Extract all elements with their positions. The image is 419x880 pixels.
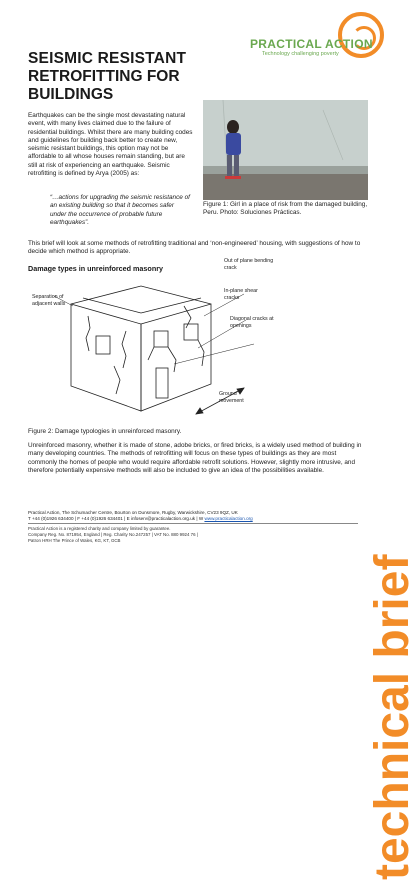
footer-phone-email: T +44 (0)1926 634400 | F +44 (0)1926 634401 | E infoserv@practicalaction.org.uk | W bbox=[28, 516, 204, 521]
brand-name: PRACTICAL ACTION bbox=[250, 37, 373, 51]
section-heading: Damage types in unreinforced masonry bbox=[28, 264, 164, 273]
footer-address: Practical Action, The Schumacher Centre, Bourton on Dunsmore, Rugby, Warwickshire, CV23 9QZ, UK bbox=[28, 510, 238, 515]
figure1-photo bbox=[203, 100, 368, 200]
footer-legal bbox=[28, 526, 368, 544]
page-title-line-3: BUILDINGS bbox=[28, 86, 114, 103]
intro-paragraph: Earthquakes can be the single most devastating natural event, with many lives claimed due to the failure of residential buildings. Whilst there are many building codes and guidelines for building back better to create new, seismic resistant buildings, this option may not be affordable to all whose houses remain standing, but are still at risk of experiencing an earthquake. Seismic retrofitting is defined by Arya (2005) as: bbox=[28, 112, 193, 178]
legal-line-1: Practical Action is a registered charity and company limited by guarantee. bbox=[28, 526, 171, 531]
label-diagonal-cracks: Diagonal cracks at openings bbox=[230, 316, 274, 329]
footer-contact-line bbox=[28, 516, 368, 522]
label-separation-walls: Separation of adjacent walls bbox=[32, 294, 66, 307]
legal-line-2: Company Reg. No. 871954, England | Reg. Charity No.247257 | VAT No. 880 9924 76 | bbox=[28, 532, 198, 537]
label-in-plane-shear: In-plane shear cracks bbox=[224, 288, 258, 301]
figure2-caption: Figure 2: Damage typologies in unreinforced masonry. bbox=[28, 428, 182, 435]
label-out-of-plane: Out of plane bending crack bbox=[224, 258, 274, 271]
label-ground-movement: Ground movement bbox=[219, 391, 244, 404]
legal-line-3: Patron HRH The Prince of Wales, KG, KT, GCB bbox=[28, 538, 121, 543]
page-title-line-2: RETROFITTING FOR bbox=[28, 68, 180, 85]
technical-brief-side-label: technical brief bbox=[366, 554, 419, 880]
brief-scope-paragraph: This brief will look at some methods of retrofitting traditional and ‘non-engineered’ housing, with suggestions of how to decide which method is appropriate. bbox=[28, 240, 361, 256]
footer-website-link[interactable]: www.practicalaction.org bbox=[204, 516, 253, 521]
footer-contact bbox=[28, 510, 368, 522]
girl-photo-illustration bbox=[203, 100, 368, 200]
brand-tagline: Technology challenging poverty bbox=[262, 51, 339, 57]
practical-action-logo-icon bbox=[338, 12, 384, 58]
page-title-line-1: SEISMIC RESISTANT bbox=[28, 50, 187, 67]
figure1-caption: Figure 1: Girl in a place of risk from the damaged building, Peru. Photo: Soluciones Prácticas. bbox=[203, 201, 368, 217]
footer-divider bbox=[28, 523, 358, 524]
definition-quote: “…actions for upgrading the seismic resistance of an existing building so that it becomes safer under the occurrence of probable future earthquakes”. bbox=[50, 194, 190, 226]
masonry-paragraph: Unreinforced masonry, whether it is made of stone, adobe bricks, or fired bricks, is a widely used method of building in many developing countries. The methods of retrofitting will focus on these types of buildings as they are most commonly the homes of people who would require affordable retrofit solutions. However, slightly more intrusive, and therefore potentially expensive methods will also be included to give an idea of the possibilities available. bbox=[28, 442, 362, 474]
